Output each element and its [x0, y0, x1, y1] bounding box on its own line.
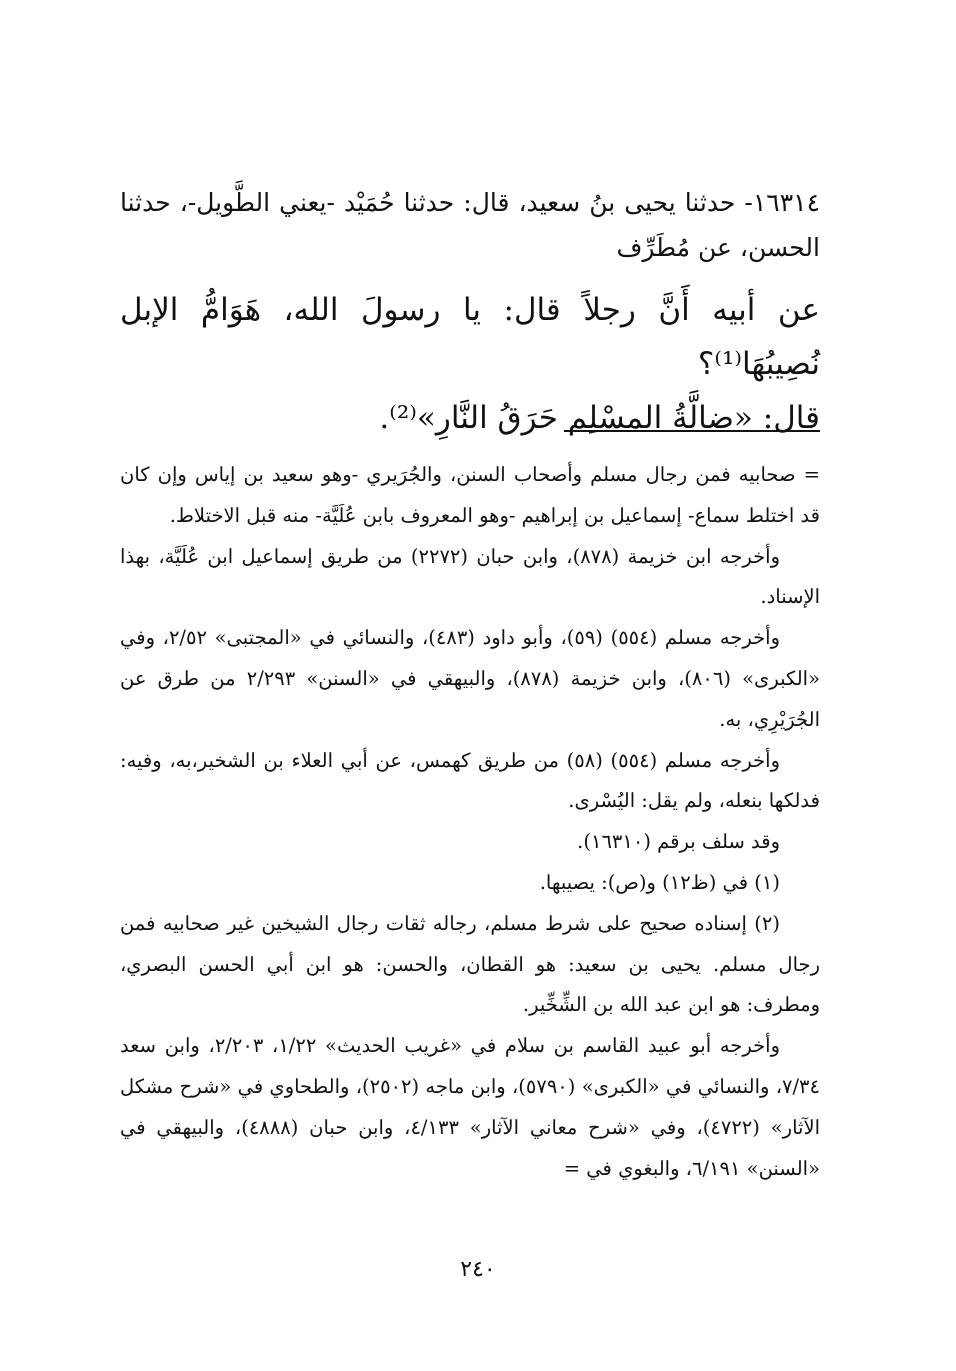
footnote-paragraph: وأخرجه مسلم (٥٥٤) (٥٨) من طريق كهمس، عن أبي العلاء بن الشخير،به، وفيه: فدلكها بنعله، ولم يقل: اليُسْرى.	[120, 748, 820, 813]
hadith-matn	[120, 283, 820, 445]
hadith-isnad: ١٦٣١٤- حدثنا يحيى بنُ سعيد، قال: حدثنا حُمَيْد -يعني الطَّويل-، حدثنا الحسن، عن مُطَرِّف	[120, 188, 820, 262]
footnote-continuation: = صحابيه فمن رجال مسلم وأصحاب السنن، والجُرَيري -وهو سعيد بن إياس وإن كان قد اختلط سماع- إسماعيل بن إبراهيم -وهو المعروف بابن عُلَيَّة- منه قبل الاختلاط.	[120, 463, 820, 527]
footnote-1: (١) في (ظ١٢) و(ص): يصيبها.	[539, 870, 780, 894]
footnote-paragraph: وأخرجه أبو عبيد القاسم بن سلام في «غريب الحديث» ١/٢٢، ٢/٢٠٣، وابن سعد ٧/٣٤، والنسائي في «الكبرى» (٥٧٩٠)، وابن ماجه (٢٥٠٢)، والطحاوي في «شرح مشكل الآثار» (٤٧٢٢)، وفي «شرح معاني الآثار» ٤/١٣٣، وابن حبان (٤٨٨٨)، والبيهقي في «السنن» ٦/١٩١، والبغوي في =	[120, 1034, 820, 1180]
footnote-divider	[564, 430, 820, 432]
footnote-2: (٢) إسناده صحيح على شرط مسلم، رجاله ثقات رجال الشيخين غير صحابيه فمن رجال مسلم. يحيى بن سعيد: هو القطان، والحسن: هو ابن أبي الحسن البصري، ومطرف: هو ابن عبد الله بن الشِّخِّير.	[120, 911, 820, 1017]
footnotes	[120, 455, 820, 1189]
footnote-paragraph: وأخرجه مسلم (٥٥٤) (٥٩)، وأبو داود (٤٨٣)، والنسائي في «المجتبى» ٢/٥٢، وفي «الكبرى» (٨٠٦)، وابن خزيمة (٨٧٨)، والبيهقي في «السنن» ٢/٢٩٣ من طرق عن الجُرَيْرِي، به.	[120, 626, 821, 731]
matn-line-2: قال: «ضالَّةُ المسْلِم حَرَقُ النَّارِ»⁽²⁾.	[379, 400, 820, 436]
matn-line-1: عن أبيه أَنَّ رجلاً قال: يا رسولَ الله، هَوَامُّ الإبل نُصِيبُهَا⁽¹⁾؟	[120, 292, 820, 382]
footnote-paragraph: وأخرجه ابن خزيمة (٨٧٨)، وابن حبان (٢٢٧٢) من طريق إسماعيل ابن عُلَيَّة، بهذا الإسناد.	[120, 544, 820, 609]
footnote-paragraph: وقد سلف برقم (١٦٣١٠).	[577, 830, 780, 854]
page-number: ٢٤٠	[460, 1257, 496, 1282]
